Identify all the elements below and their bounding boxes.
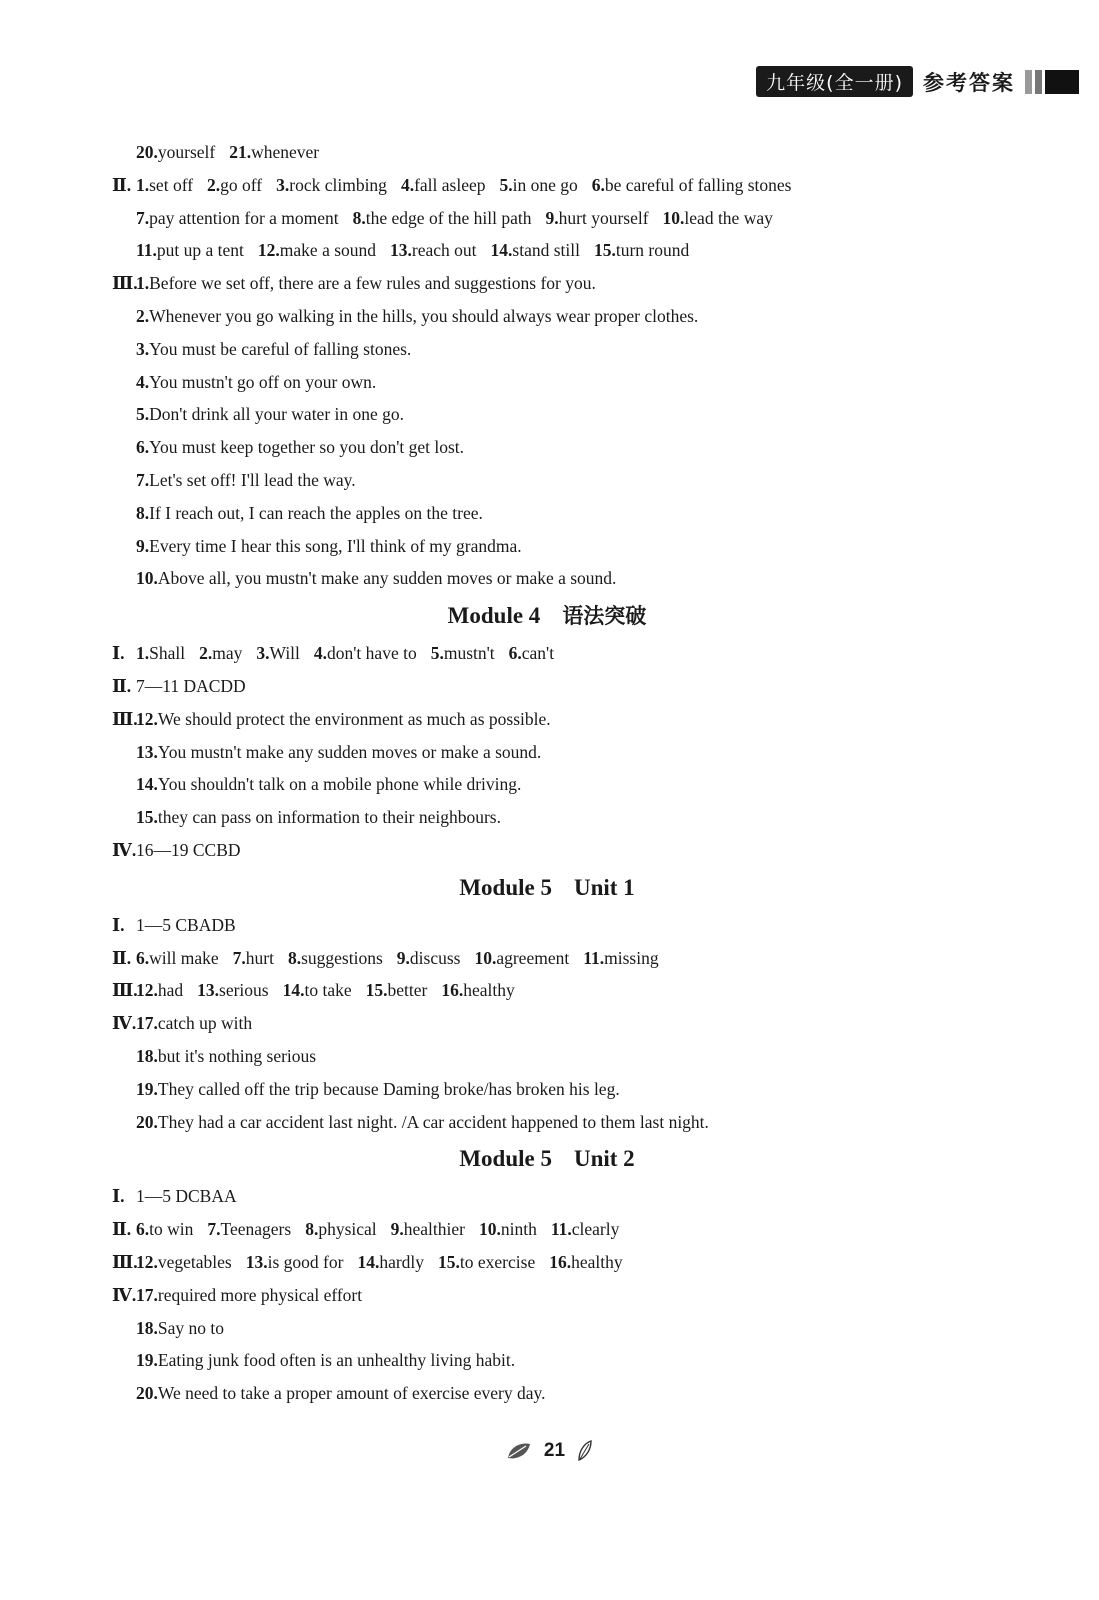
answer-line <box>112 431 1012 464</box>
section-title-module5-unit2 <box>112 1138 1012 1180</box>
item-number: 8. <box>287 947 302 968</box>
answer-line <box>112 670 1012 703</box>
answer-item <box>549 1252 622 1272</box>
answer-item <box>136 1285 362 1305</box>
item-text: You must be careful of falling stones. <box>149 338 412 359</box>
item-number: 5. <box>499 174 513 195</box>
answer-item <box>136 437 464 457</box>
answer-line <box>112 637 1012 670</box>
answer-line <box>112 703 1012 736</box>
answer-item <box>197 980 268 1000</box>
item-text: healthy <box>571 1251 623 1272</box>
item-number: 16. <box>549 1251 572 1272</box>
answer-item <box>136 1186 237 1206</box>
item-text: pay attention for a moment <box>149 207 339 228</box>
section-subtitle: Unit 2 <box>573 1146 635 1172</box>
answer-item <box>136 1318 224 1338</box>
answer-item <box>357 1252 424 1272</box>
answer-line <box>112 530 1012 563</box>
answer-item <box>207 175 262 195</box>
item-text: reach out <box>411 240 477 261</box>
item-number: 7. <box>207 1219 221 1240</box>
item-text: hurt yourself <box>558 207 649 228</box>
item-text: to win <box>149 1219 194 1240</box>
answer-item <box>136 709 551 729</box>
answer-line <box>112 834 1012 867</box>
answer-item <box>136 306 698 326</box>
item-text: may <box>212 643 243 664</box>
answer-item <box>276 175 387 195</box>
answer-item <box>256 643 300 663</box>
section-subtitle: Unit 1 <box>573 874 635 900</box>
item-number: 18. <box>136 1317 158 1338</box>
item-text: can't <box>521 643 555 664</box>
item-text: You mustn't go off on your own. <box>149 371 377 392</box>
item-number: 21. <box>229 142 252 162</box>
item-number: 4. <box>400 174 415 195</box>
answer-line <box>112 234 1012 267</box>
answer-line <box>112 202 1012 235</box>
item-number: 15. <box>136 807 158 828</box>
item-text: turn round <box>615 240 690 261</box>
section-title-module4-grammar <box>112 595 1012 637</box>
item-text: they can pass on information to their neighbours. <box>157 807 501 828</box>
answer-item <box>288 948 383 968</box>
item-text: serious <box>219 980 269 1001</box>
item-number: 11. <box>583 947 605 968</box>
answer-item <box>438 1252 535 1272</box>
answer-item <box>136 1219 193 1239</box>
answer-item <box>305 1219 376 1239</box>
answer-item <box>136 980 183 1000</box>
answer-item <box>663 208 773 228</box>
answer-line <box>112 1073 1012 1106</box>
item-number: 16. <box>441 980 464 1001</box>
item-text: lead the way <box>684 207 773 228</box>
answer-item <box>136 742 541 762</box>
answer-line <box>112 366 1012 399</box>
roman-numeral: Ⅰ. <box>112 914 125 935</box>
answer-item <box>136 142 215 162</box>
item-text: stand still <box>512 240 580 261</box>
item-text: Let's set off! I'll lead the way. <box>149 469 356 490</box>
answer-item <box>136 676 246 696</box>
item-text: yourself <box>157 142 216 162</box>
answer-item <box>207 1219 291 1239</box>
item-number: 14. <box>357 1251 380 1272</box>
item-number: 13. <box>245 1251 268 1272</box>
roman-numeral: Ⅳ. <box>112 1013 137 1034</box>
item-number: 20. <box>136 142 158 162</box>
section-module: Module 4 <box>447 603 541 629</box>
item-text: We should protect the environment as much as possible. <box>157 708 551 729</box>
item-number: 14. <box>490 240 513 261</box>
roman-numeral: Ⅲ. <box>112 708 138 729</box>
answer-line <box>112 267 1012 300</box>
answer-item <box>136 503 483 523</box>
item-number: 8. <box>352 207 366 228</box>
answer-item <box>136 404 404 424</box>
answer-item <box>136 1013 252 1033</box>
item-number: 13. <box>136 741 158 762</box>
item-number: 13. <box>197 980 220 1001</box>
answer-item <box>136 273 596 293</box>
answer-item <box>353 208 532 228</box>
item-number: 9. <box>396 947 410 968</box>
item-number: 9. <box>390 1219 404 1240</box>
item-text: Before we set off, there are a few rules and suggestions for you. <box>149 273 596 294</box>
roman-numeral: Ⅱ. <box>112 1219 132 1240</box>
item-number: 17. <box>136 1013 158 1034</box>
grade-label: 九年级(全一册) <box>756 66 913 97</box>
answer-line <box>112 1040 1012 1073</box>
item-text: You shouldn't talk on a mobile phone while driving. <box>157 774 522 795</box>
item-number: 2. <box>136 305 150 326</box>
answer-line <box>112 942 1012 975</box>
answer-item <box>441 980 514 1000</box>
answer-line <box>112 909 1012 942</box>
item-text: healthy <box>463 980 515 1001</box>
item-number: 7. <box>136 207 150 228</box>
item-number: 17. <box>136 1284 158 1305</box>
item-text: will make <box>149 947 219 968</box>
roman-numeral: Ⅲ. <box>112 273 138 294</box>
item-number: 3. <box>276 174 290 195</box>
item-text: had <box>157 980 184 1001</box>
answer-line <box>112 1007 1012 1040</box>
item-number: 12. <box>136 1251 158 1272</box>
item-number: 7. <box>232 947 246 968</box>
item-text: to take <box>304 980 352 1001</box>
answer-item <box>136 948 219 968</box>
item-number: 12. <box>136 708 158 729</box>
answer-line <box>112 464 1012 497</box>
item-text: make a sound <box>279 240 377 261</box>
answer-block-module5-unit2 <box>112 1180 1012 1410</box>
answer-item <box>390 240 477 260</box>
item-number: 19. <box>136 1078 158 1099</box>
answer-line <box>112 736 1012 769</box>
answer-item <box>136 240 244 260</box>
item-text: put up a tent <box>156 240 244 261</box>
answer-line <box>112 562 1012 595</box>
item-text: Say no to <box>157 1317 224 1338</box>
item-text: 7—11 DACDD <box>136 675 246 696</box>
answer-item <box>136 372 376 392</box>
answer-item <box>583 948 658 968</box>
answer-line <box>112 768 1012 801</box>
item-text: is good for <box>267 1251 344 1272</box>
item-number: 6. <box>591 174 605 195</box>
item-text: ninth <box>500 1219 537 1240</box>
item-number: 4. <box>313 643 328 664</box>
answer-item <box>136 536 522 556</box>
answer-line <box>112 136 1012 169</box>
section-module: Module 5 <box>459 874 552 900</box>
answer-content <box>112 136 1012 1410</box>
item-text: set off <box>149 174 194 195</box>
leaf-left-icon <box>506 1440 532 1462</box>
answer-item <box>401 175 486 195</box>
answer-line <box>112 801 1012 834</box>
item-text: but it's nothing serious <box>157 1045 317 1066</box>
answer-key-label: 参考答案 <box>923 70 1015 95</box>
item-text: They called off the trip because Daming broke/has broken his leg. <box>157 1078 620 1099</box>
item-text: better <box>387 980 428 1001</box>
page-number: 21 <box>543 1440 566 1461</box>
answer-item <box>246 1252 344 1272</box>
roman-numeral: Ⅱ. <box>112 174 132 195</box>
item-text: fall asleep <box>414 174 486 195</box>
answer-item <box>136 774 521 794</box>
answer-item <box>136 915 236 935</box>
item-text: whenever <box>251 142 320 162</box>
answer-item <box>229 142 319 162</box>
item-text: clearly <box>571 1219 620 1240</box>
item-number: 13. <box>390 240 412 261</box>
item-number: 5. <box>136 404 150 425</box>
item-number: 6. <box>508 643 522 664</box>
item-text: 1—5 DCBAA <box>136 1186 237 1207</box>
header-decoration <box>1025 70 1079 94</box>
item-text: We need to take a proper amount of exercise every day. <box>157 1383 546 1404</box>
item-number: 15. <box>365 980 388 1001</box>
answer-line <box>112 169 1012 202</box>
item-number: 9. <box>136 535 150 556</box>
roman-numeral: Ⅲ. <box>112 1251 138 1272</box>
answer-line <box>112 497 1012 530</box>
item-number: 6. <box>136 437 150 458</box>
item-text: be careful of falling stones <box>604 174 792 195</box>
item-number: 8. <box>305 1219 319 1240</box>
item-text: vegetables <box>157 1251 232 1272</box>
item-number: 2. <box>207 174 221 195</box>
item-text: They had a car accident last night. /A car accident happened to them last night. <box>157 1111 709 1132</box>
item-text: Every time I hear this song, I'll think of my grandma. <box>149 535 522 556</box>
answer-line <box>112 1377 1012 1410</box>
item-text: discuss <box>409 947 461 968</box>
answer-item <box>491 240 580 260</box>
answer-line <box>112 1246 1012 1279</box>
answer-item <box>136 470 356 490</box>
item-text: Don't drink all your water in one go. <box>149 404 405 425</box>
item-number: 6. <box>136 1219 150 1240</box>
item-number: 8. <box>136 502 150 523</box>
item-number: 15. <box>593 240 616 261</box>
answer-block-module4-unit3-end <box>112 136 1012 595</box>
item-text: go off <box>220 174 263 195</box>
answer-item <box>136 1350 515 1370</box>
item-number: 1. <box>136 643 150 664</box>
roman-numeral: Ⅱ. <box>112 675 132 696</box>
answer-item <box>136 840 241 860</box>
answer-item <box>233 948 274 968</box>
answer-item <box>391 1219 465 1239</box>
answer-line <box>112 974 1012 1007</box>
answer-item <box>366 980 428 1000</box>
answer-item <box>136 1252 232 1272</box>
item-text: Will <box>269 643 300 664</box>
item-number: 11. <box>550 1219 572 1240</box>
answer-item <box>546 208 649 228</box>
item-number: 5. <box>430 643 444 664</box>
item-text: don't have to <box>327 643 417 664</box>
answer-line <box>112 1213 1012 1246</box>
answer-item <box>136 568 616 588</box>
item-text: rock climbing <box>289 174 387 195</box>
answer-item <box>509 643 554 663</box>
answer-item <box>431 643 495 663</box>
answer-item <box>594 240 689 260</box>
item-text: 16—19 CCBD <box>136 839 241 860</box>
item-number: 10. <box>136 568 158 589</box>
item-number: 1. <box>136 273 150 294</box>
answer-line <box>112 1180 1012 1213</box>
roman-numeral: Ⅳ. <box>112 1284 137 1305</box>
answer-item <box>136 339 411 359</box>
item-text: Whenever you go walking in the hills, you should always wear proper clothes. <box>149 305 699 326</box>
answer-item <box>136 1079 620 1099</box>
page-footer <box>0 1440 1099 1462</box>
roman-numeral: Ⅳ. <box>112 839 137 860</box>
section-title-module5-unit1 <box>112 867 1012 909</box>
item-text: in one go <box>512 174 578 195</box>
item-text: healthier <box>403 1219 465 1240</box>
item-number: 10. <box>662 207 685 228</box>
item-number: 20. <box>136 1383 158 1404</box>
answer-line <box>112 1344 1012 1377</box>
item-text: You must keep together so you don't get lost. <box>149 437 465 458</box>
item-text: physical <box>318 1219 377 1240</box>
item-number: 1. <box>136 174 150 195</box>
item-number: 7. <box>136 469 150 490</box>
answer-line <box>112 300 1012 333</box>
item-text: required more physical effort <box>157 1284 363 1305</box>
item-number: 3. <box>256 643 270 664</box>
answer-item <box>136 208 339 228</box>
item-number: 19. <box>136 1350 158 1371</box>
item-text: hurt <box>245 947 274 968</box>
item-number: 6. <box>136 947 150 968</box>
item-number: 15. <box>438 1251 460 1272</box>
item-text: Shall <box>149 643 186 664</box>
section-subtitle: 语法突破 <box>562 604 647 629</box>
item-text: If I reach out, I can reach the apples on the tree. <box>149 502 483 523</box>
item-number: 12. <box>257 240 280 261</box>
item-text: agreement <box>496 947 570 968</box>
answer-item <box>136 807 501 827</box>
item-text: the edge of the hill path <box>365 207 532 228</box>
answer-item <box>314 643 417 663</box>
item-text: suggestions <box>301 947 383 968</box>
answer-line <box>112 1312 1012 1345</box>
item-number: 10. <box>474 947 497 968</box>
answer-item <box>283 980 352 1000</box>
roman-numeral: Ⅰ. <box>112 643 125 664</box>
answer-item <box>258 240 376 260</box>
answer-block-module5-unit1 <box>112 909 1012 1139</box>
item-text: catch up with <box>157 1013 253 1034</box>
leaf-right-icon <box>577 1440 593 1462</box>
answer-block-module4-grammar <box>112 637 1012 867</box>
item-number: 10. <box>478 1219 501 1240</box>
answer-item <box>136 175 193 195</box>
item-text: You mustn't make any sudden moves or make a sound. <box>157 741 542 762</box>
item-number: 12. <box>136 980 158 1001</box>
item-number: 20. <box>136 1111 158 1132</box>
item-number: 11. <box>136 240 157 261</box>
item-text: Eating junk food often is an unhealthy living habit. <box>157 1350 516 1371</box>
item-text: Teenagers <box>220 1219 292 1240</box>
item-text: hardly <box>379 1251 425 1272</box>
answer-item <box>136 1383 546 1403</box>
answer-item <box>479 1219 537 1239</box>
answer-line <box>112 333 1012 366</box>
item-number: 18. <box>136 1045 158 1066</box>
item-text: to exercise <box>459 1251 536 1272</box>
item-number: 2. <box>199 643 213 664</box>
answer-item <box>397 948 461 968</box>
item-text: mustn't <box>443 643 495 664</box>
answer-line <box>112 398 1012 431</box>
answer-item <box>136 1112 709 1132</box>
answer-item <box>136 643 185 663</box>
answer-item <box>199 643 242 663</box>
item-number: 14. <box>282 980 305 1001</box>
item-text: Above all, you mustn't make any sudden moves or make a sound. <box>157 568 617 589</box>
roman-numeral: Ⅱ. <box>112 947 132 968</box>
item-number: 4. <box>136 371 150 392</box>
item-number: 3. <box>136 338 150 359</box>
answer-item <box>474 948 569 968</box>
answer-line <box>112 1279 1012 1312</box>
answer-line <box>112 1106 1012 1139</box>
roman-numeral: Ⅰ. <box>112 1186 125 1207</box>
item-text: 1—5 CBADB <box>136 914 236 935</box>
item-text: missing <box>604 947 659 968</box>
item-number: 14. <box>136 774 158 795</box>
roman-numeral: Ⅲ. <box>112 980 138 1001</box>
answer-item <box>499 175 577 195</box>
answer-item <box>592 175 792 195</box>
answer-item <box>136 1046 316 1066</box>
answer-item <box>551 1219 620 1239</box>
page-header <box>756 66 1079 97</box>
item-number: 9. <box>545 207 559 228</box>
section-module: Module 5 <box>459 1146 552 1172</box>
